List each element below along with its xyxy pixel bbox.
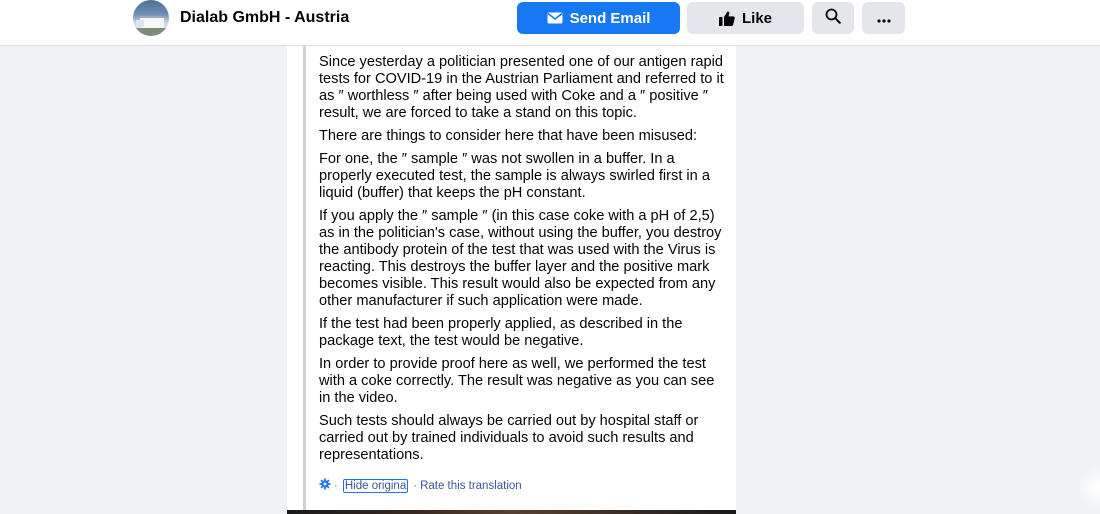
send-email-button[interactable] — [517, 2, 680, 34]
video-thumbnail[interactable] — [287, 510, 736, 514]
post-paragraph: There are things to consider here that have been misused: — [319, 128, 698, 144]
send-email-label: Send Email — [569, 9, 651, 27]
like-label: Like — [741, 9, 772, 27]
post-paragraph: If you apply the ″ sample ″ (in this case coke with a pH of 2,5) as in the politician's case, without using the buffer, you destroy the antibody protein of the test that was used with the Virus is reacting. This destroys the buffer layer and the positive mark becomes visible. This result would also be expected from any other manufacturer if such application were made. — [319, 208, 722, 309]
post-paragraph: Such tests should always be carried out by hospital staff or carried out by trained individuals to avoid such results and representations. — [319, 413, 699, 463]
page-avatar[interactable] — [133, 0, 169, 36]
post-paragraph: In order to provide proof here as well, we performed the test with a coke correctly. The result was negative as you can see in the video. — [319, 356, 715, 406]
search-button[interactable] — [812, 2, 854, 34]
translation-bar — [319, 478, 522, 493]
page-header — [0, 0, 1100, 46]
edge-shadow — [1080, 460, 1100, 514]
avatar-ground — [133, 28, 169, 36]
hide-original-link[interactable]: Hide origina — [344, 479, 407, 492]
thumbs-up-icon — [719, 11, 735, 26]
more-icon — [877, 10, 891, 27]
avatar-building-wing — [136, 20, 144, 27]
like-button[interactable] — [687, 2, 804, 34]
rate-translation-link[interactable]: Rate this translation — [420, 479, 522, 492]
search-icon — [825, 8, 841, 28]
post-paragraph: If the test had been properly applied, as described in the package text, the test would be negative. — [319, 316, 683, 349]
post-card — [287, 46, 736, 514]
gear-icon — [319, 478, 331, 493]
separator-dot: · — [413, 479, 418, 492]
separator-dot: · — [334, 479, 338, 492]
post-body — [319, 54, 729, 470]
envelope-icon — [547, 12, 563, 24]
post-paragraph: For one, the ″ sample ″ was not swollen in a buffer. In a properly executed test, the sample is always swirled first in a liquid (buffer) that keeps the pH constant. — [319, 151, 710, 201]
post-paragraph: Since yesterday a politician presented one of our antigen rapid tests for COVID-19 in the Austrian Parliament and referred to it as ″ worthless ″ after being used with Coke and a ″ positive ″ result, we are forced to take a stand on this topic. — [319, 54, 724, 121]
quote-bar — [303, 46, 306, 512]
more-options-button[interactable] — [862, 2, 905, 34]
page-name[interactable]: Dialab GmbH - Austria — [180, 9, 350, 26]
